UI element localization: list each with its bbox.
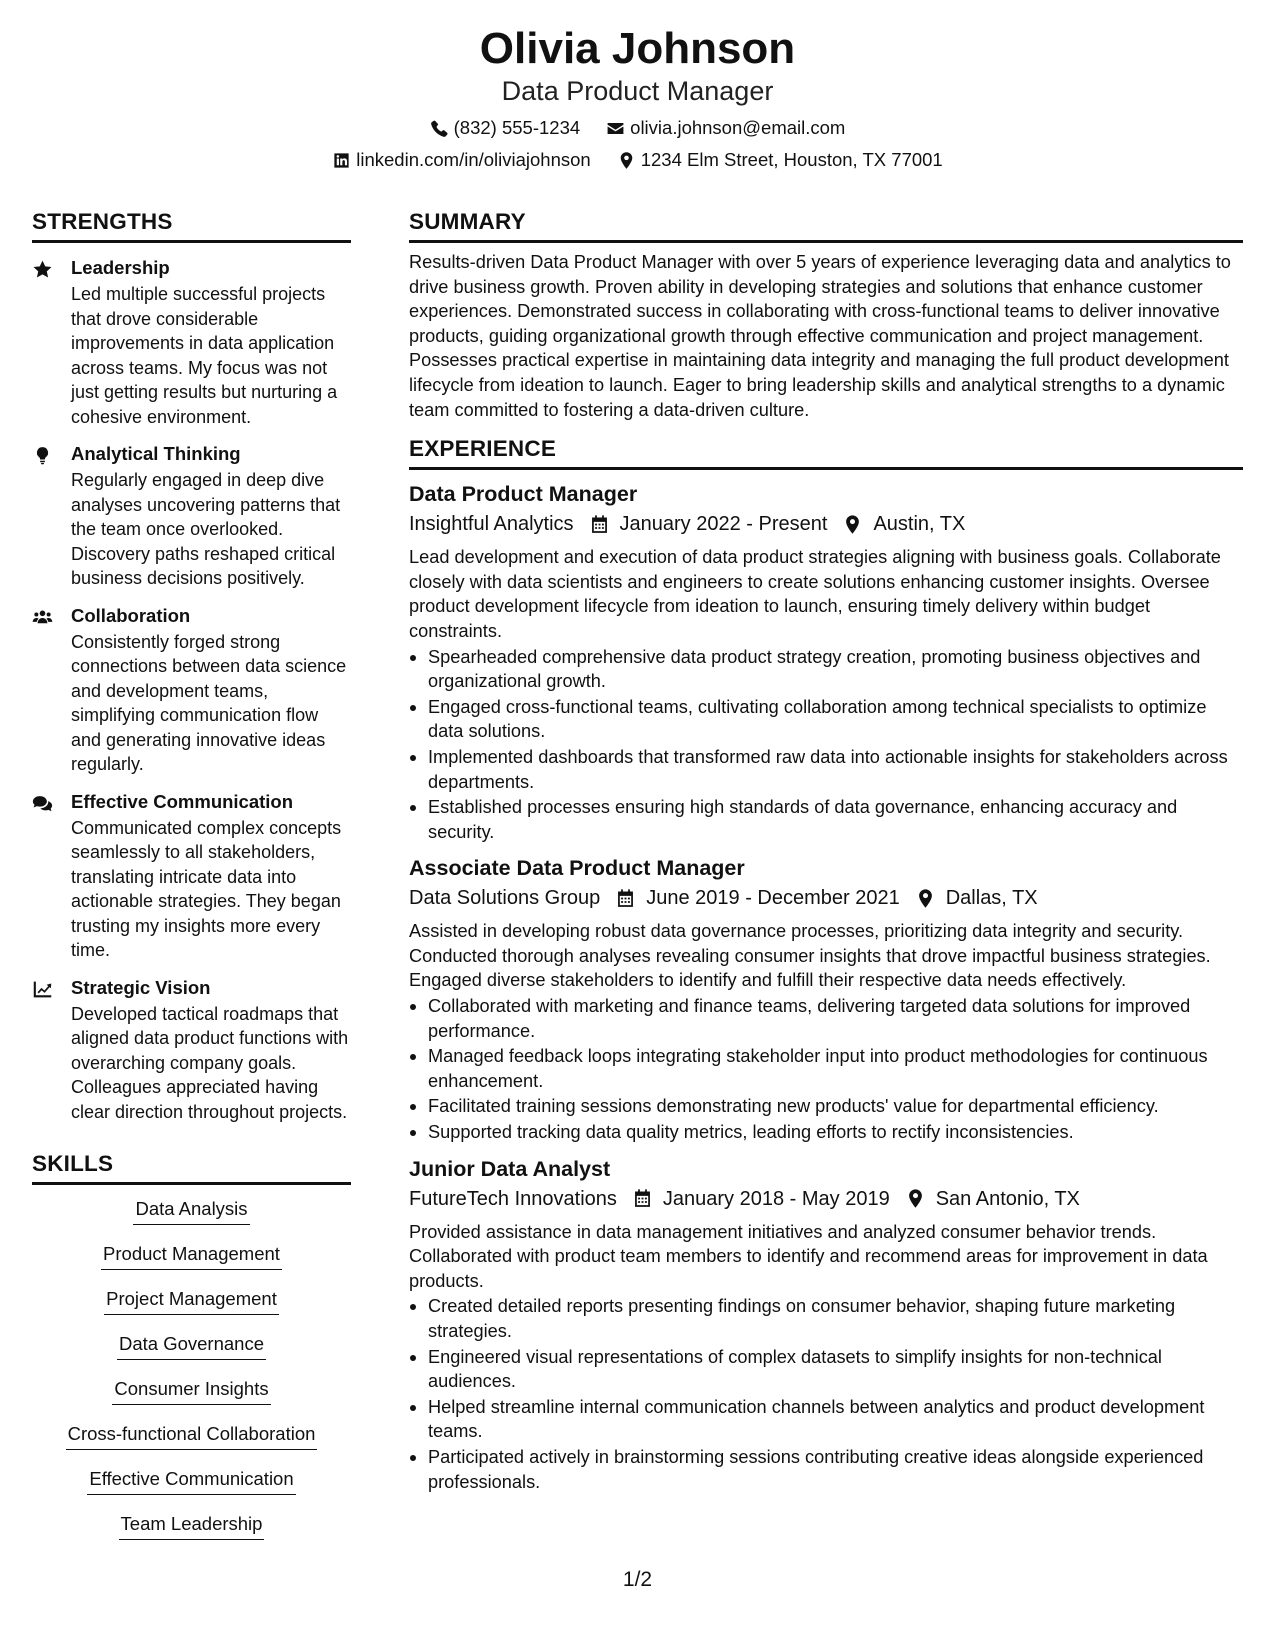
job-title: Junior Data Analyst — [409, 1156, 611, 1181]
candidate-name: Olivia Johnson — [479, 24, 796, 73]
company-name: Insightful Analytics — [409, 513, 574, 536]
skills-heading: SKILLS — [32, 1150, 351, 1185]
skill-item: Data Analysis — [133, 1196, 249, 1225]
strength-description: Led multiple successful projects that drove considerable improvements in data application across teams. My focus was not just getting results but nurturing a cohesive environment. — [71, 284, 338, 427]
job-title: Associate Data Product Manager — [409, 856, 745, 881]
job-meta — [409, 883, 1243, 913]
bullet-item: Managed feedback loops integrating stakeholder input into product methodologies for continuous enhancement. — [409, 1044, 1243, 1093]
job-title: Data Product Manager — [409, 482, 638, 507]
job-dates: January 2018 - May 2019 — [662, 1187, 890, 1210]
bullet-item: Collaborated with marketing and finance teams, delivering targeted data solutions for improved performance. — [409, 994, 1243, 1043]
strength-description: Developed tactical roadmaps that aligned data product functions with overarching company goals. Colleagues appreciated having clear direction throughout projects. — [71, 1003, 349, 1122]
skill-item: Consumer Insights — [112, 1376, 270, 1405]
left-column — [32, 208, 351, 1556]
job-meta — [409, 1184, 1243, 1214]
summary-text: Results-driven Data Product Manager with over 5 years of experience leveraging data and analytics to drive business growth. Proven ability in developing strategies and solutions that enhance customer experiences. Demonstrated success in collaborating with cross-functional teams to deliver innovative products, guiding organizational growth through effective communication and project management. Possesses practical expertise in maintaining data integrity and managing the full product development lifecycle from ideation to launch. Eager to bring leadership skills and analytical strengths to a dynamic team committed to fostering a data-driven culture. — [409, 252, 1231, 420]
bullet-item: Established processes ensuring high standards of data governance, enhancing accuracy and security. — [409, 795, 1243, 844]
strength-description: Regularly engaged in deep dive analyses uncovering patterns that the team once overlooked. Discovery paths reshaped critical business decisions positively. — [71, 470, 341, 588]
phone-text: (832) 555-1234 — [453, 117, 581, 138]
strength-item — [32, 604, 351, 777]
job-location: Dallas, TX — [945, 887, 1038, 910]
chart-line-icon — [32, 979, 53, 1000]
summary-heading: SUMMARY — [409, 208, 1243, 243]
strength-title: Strategic Vision — [71, 976, 211, 998]
company-name: FutureTech Innovations — [409, 1187, 617, 1210]
linkedin-icon — [332, 151, 351, 170]
right-column — [409, 208, 1243, 1494]
contact-row-secondary — [0, 146, 1275, 174]
contact-row-primary — [0, 114, 1275, 142]
map-marker-icon — [842, 514, 863, 535]
candidate-title: Data Product Manager — [501, 76, 774, 106]
address-contact — [617, 146, 943, 174]
bullet-item: Supported tracking data quality metrics, leading efforts to rectify inconsistencies. — [409, 1120, 1243, 1145]
job-location: Austin, TX — [873, 513, 966, 536]
job-dates: January 2022 - Present — [619, 513, 828, 536]
company-name: Data Solutions Group — [409, 887, 601, 910]
bullet-item: Helped streamline internal communication channels between analytics and product development teams. — [409, 1395, 1243, 1444]
bullet-item: Engineered visual representations of complex datasets to simplify insights for non-technical audiences. — [409, 1345, 1243, 1394]
strength-title: Analytical Thinking — [71, 443, 241, 464]
calendar-icon — [589, 514, 610, 535]
address-text: 1234 Elm Street, Houston, TX 77001 — [640, 149, 943, 170]
job-bullets — [409, 994, 1243, 1145]
job-bullets — [409, 645, 1243, 845]
job-meta — [409, 509, 1243, 539]
job-bullets — [409, 1294, 1243, 1494]
bullet-item: Spearheaded comprehensive data product strategy creation, promoting business objectives and organizational growth. — [409, 645, 1243, 694]
bullet-item: Participated actively in brainstorming sessions contributing creative ideas alongside experienced professionals. — [409, 1445, 1243, 1494]
envelope-icon — [606, 119, 625, 138]
skill-item: Data Governance — [117, 1331, 266, 1360]
job-entry — [409, 480, 1243, 844]
map-marker-icon — [905, 1188, 926, 1209]
job-location: San Antonio, TX — [935, 1187, 1080, 1210]
strengths-heading: STRENGTHS — [32, 208, 351, 243]
email-text[interactable]: olivia.johnson@email.com — [630, 117, 846, 138]
strength-title: Effective Communication — [71, 790, 294, 812]
linkedin-contact[interactable] — [332, 146, 590, 174]
bullet-item: Created detailed reports presenting findings on consumer behavior, shaping future marketing strategies. — [409, 1294, 1243, 1343]
comments-icon — [32, 793, 53, 814]
strength-description: Consistently forged strong connections between data science and development teams, simplifying communication flow and generating innovative ideas regularly. — [71, 631, 347, 774]
skill-item: Cross-functional Collaboration — [66, 1421, 318, 1450]
job-dates: June 2019 - December 2021 — [646, 887, 900, 910]
skill-item: Project Management — [104, 1286, 279, 1315]
map-marker-icon — [915, 888, 936, 909]
phone-icon — [430, 119, 449, 138]
star-icon — [32, 259, 53, 280]
strength-item — [32, 442, 351, 591]
bullet-item: Engaged cross-functional teams, cultivating collaboration among technical specialists to optimize data solutions. — [409, 695, 1243, 744]
job-description: Assisted in developing robust data governance processes, prioritizing data integrity and security. Conducted thorough analyses revealing consumer insights that drove impactful business strategies. Engaged diverse stakeholders to identify and fulfill their respective data needs effectively. — [409, 921, 1211, 991]
page-number: 1/2 — [622, 1568, 653, 1591]
email-contact[interactable] — [606, 114, 845, 142]
calendar-icon — [632, 1188, 653, 1209]
calendar-icon — [615, 888, 636, 909]
job-entry — [409, 854, 1243, 1144]
experience-heading: EXPERIENCE — [409, 435, 1243, 470]
strength-title: Leadership — [71, 257, 170, 278]
skill-item: Team Leadership — [119, 1511, 265, 1540]
strength-description: Communicated complex concepts seamlessly to all stakeholders, translating intricate data into actionable strategies. They began trusting my insights more every time. — [71, 817, 342, 960]
job-description: Provided assistance in data management initiatives and analyzed consumer behavior trends. Collaborated with product team members to identify and recommend areas for improvement in data products. — [409, 1221, 1208, 1291]
lightbulb-icon — [32, 445, 53, 466]
users-icon — [32, 607, 53, 628]
strength-item — [32, 256, 351, 429]
resume-header — [0, 22, 1275, 174]
bullet-item: Implemented dashboards that transformed raw data into actionable insights for stakeholders across departments. — [409, 745, 1243, 794]
strength-item — [32, 976, 351, 1125]
job-entry — [409, 1155, 1243, 1495]
skills-list — [32, 1196, 351, 1556]
skill-item: Product Management — [101, 1241, 282, 1270]
skill-item: Effective Communication — [87, 1466, 295, 1495]
job-description: Lead development and execution of data product strategies aligning with business goals. Collaborate closely with data scientists and engineers to create solutions enhancing customer insights. Oversee product development lifecycle from ideation to launch, ensuring timely delivery within budget constraints. — [409, 547, 1221, 641]
phone-contact — [430, 114, 581, 142]
strength-item — [32, 790, 351, 963]
strength-title: Collaboration — [71, 604, 191, 626]
map-marker-icon — [617, 151, 636, 170]
bullet-item: Facilitated training sessions demonstrating new products' value for departmental efficiency. — [409, 1094, 1243, 1119]
linkedin-text[interactable]: linkedin.com/in/oliviajohnson — [356, 149, 591, 170]
